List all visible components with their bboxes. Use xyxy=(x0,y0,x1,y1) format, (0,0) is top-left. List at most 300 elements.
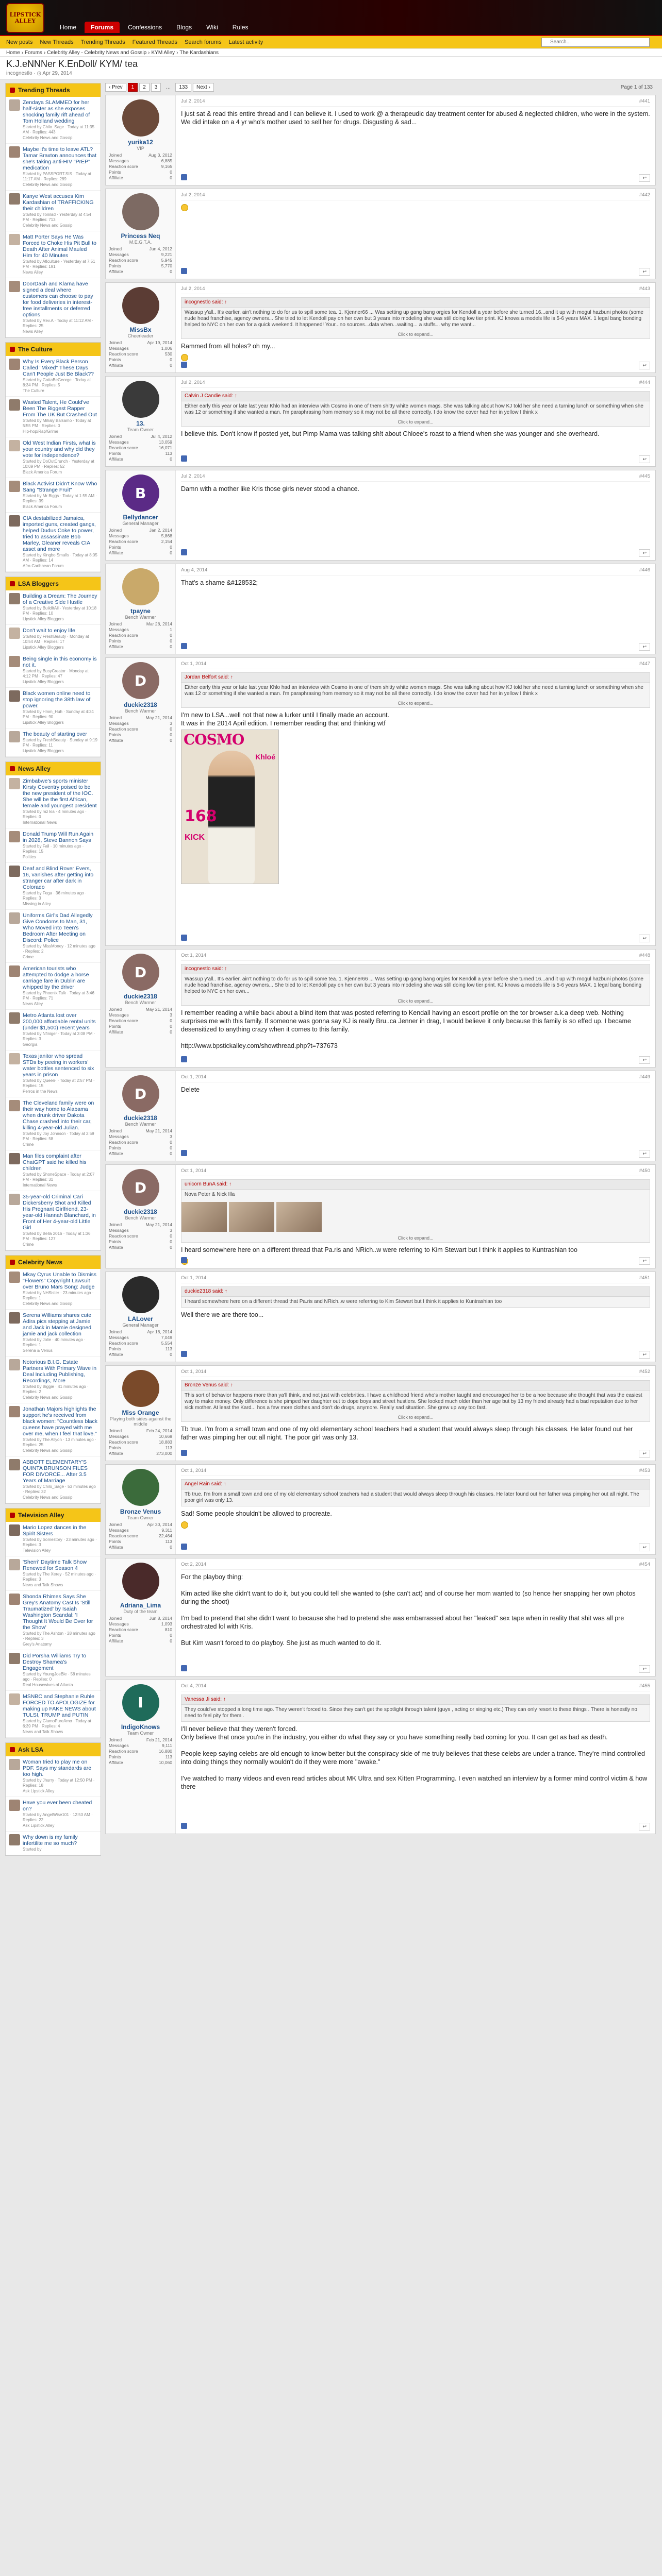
user-stat-label: Points xyxy=(109,1024,121,1029)
user-stat-label: Joined xyxy=(109,1329,122,1334)
sidebar-thread-forum[interactable]: International News xyxy=(23,1183,57,1188)
quote-author[interactable]: Jordan Belfort said: ↑ xyxy=(181,673,650,683)
page-2-button[interactable]: 2 xyxy=(139,83,150,92)
sidebar-thread-forum[interactable]: Ask Lipstick Alley xyxy=(23,1823,55,1828)
click-to-expand-link[interactable]: Click to expand... xyxy=(398,419,434,425)
post-number[interactable]: #441 xyxy=(639,98,650,104)
sidebar-thread-title[interactable]: Uniforms Girl's Dad Allegedly Give Condoms to Man, 31, Who Moved into Teen's Bedroom After Meeting on Discord: Police xyxy=(23,912,93,943)
post-number[interactable]: #453 xyxy=(639,1467,650,1473)
sidebar-thread-item[interactable] xyxy=(6,963,101,1010)
sidebar-thread-item[interactable] xyxy=(6,231,101,278)
sidebar-thread-title[interactable]: Have you ever been cheated on? xyxy=(23,1800,92,1812)
post-date[interactable]: Oct 1, 2014 xyxy=(181,953,207,958)
reply-button[interactable]: ↩ xyxy=(639,1257,650,1265)
like-button[interactable] xyxy=(181,174,189,182)
sidebar-thread-item[interactable] xyxy=(6,1456,101,1503)
avatar[interactable] xyxy=(122,1563,159,1600)
sidebar-thread-forum[interactable]: Afro-Caribbean Forum xyxy=(23,564,64,568)
sidebar-thread-title[interactable]: Serena Williams shares cute Adira pics stepping at Jamie and Jack in Mamie designed jamie and jack collection xyxy=(23,1312,92,1337)
sidebar-thread-forum[interactable]: Black America Forum xyxy=(23,504,62,509)
nav-home[interactable]: Home xyxy=(60,24,77,31)
user-stat-row xyxy=(109,346,172,351)
sidebar-thread-item[interactable] xyxy=(6,910,101,963)
sidebar-heading-text: The Culture xyxy=(18,346,53,353)
avatar[interactable]: D xyxy=(122,954,159,991)
click-to-expand-link[interactable]: Click to expand... xyxy=(398,701,434,706)
search-input[interactable] xyxy=(541,38,650,47)
magazine-cover-image[interactable] xyxy=(181,730,279,884)
page-3-button[interactable]: 3 xyxy=(151,83,161,92)
username[interactable]: Princess Neq xyxy=(121,232,160,240)
sidebar-thread-title[interactable]: Zendaya SLAMMED for her half-sister as she exposes shocking family rift ahead of Tom Holland wedding xyxy=(23,99,90,124)
reply-button[interactable]: ↩ xyxy=(639,643,650,651)
avatar[interactable]: D xyxy=(122,1075,159,1112)
user-stat-label: Messages xyxy=(109,1621,129,1626)
avatar[interactable] xyxy=(122,1469,159,1506)
subnav-new-threads[interactable]: New Threads xyxy=(40,39,74,45)
username[interactable]: 13. xyxy=(136,420,145,427)
like-button[interactable] xyxy=(181,549,189,557)
sidebar-thread-item[interactable] xyxy=(6,437,101,478)
thumbs-up-icon xyxy=(181,1450,187,1456)
sidebar-thread-item[interactable] xyxy=(6,356,101,397)
reply-button[interactable]: ↩ xyxy=(639,455,650,463)
like-button[interactable] xyxy=(181,935,189,942)
post-user-column xyxy=(106,564,176,654)
sidebar-thread-forum[interactable]: News and Talk Shows xyxy=(23,1583,63,1587)
sidebar-thread-item[interactable] xyxy=(6,1591,101,1650)
user-stat-value: 0 xyxy=(170,1018,172,1023)
sidebar-thread-item[interactable] xyxy=(6,1522,101,1556)
sidebar-thread-title[interactable]: The beauty of starting over xyxy=(23,731,87,737)
reply-button[interactable]: ↩ xyxy=(639,935,650,942)
post-date[interactable]: Oct 1, 2014 xyxy=(181,1275,207,1281)
user-stat-row xyxy=(109,1633,172,1638)
sidebar-thread-item[interactable] xyxy=(6,478,101,513)
sidebar-thread-forum[interactable]: Ask Lipstick Alley xyxy=(23,1789,55,1793)
sidebar-block xyxy=(5,1255,101,1504)
like-button[interactable] xyxy=(181,1257,189,1265)
user-stat-row xyxy=(109,627,172,633)
sidebar-thread-title[interactable]: Mkay Cyrus Unable to Dismiss "Flowers" Copyright Lawsuit over Bruno Mars Song: Judge xyxy=(23,1272,96,1290)
click-to-expand-link[interactable]: Click to expand... xyxy=(398,998,434,1004)
sidebar-heading-text: LSA Bloggers xyxy=(18,580,59,587)
sidebar-thread-forum[interactable]: Celebrity News and Gossip xyxy=(23,1395,73,1400)
post-number[interactable]: #445 xyxy=(639,473,650,479)
sidebar-thread-item[interactable] xyxy=(6,1832,101,1855)
like-button[interactable] xyxy=(181,268,189,276)
quote-image[interactable] xyxy=(276,1202,322,1232)
sidebar-thread-item[interactable] xyxy=(6,1310,101,1357)
breadcrumb-link[interactable]: KYM Alley xyxy=(151,50,175,56)
reply-button[interactable]: ↩ xyxy=(639,1056,650,1064)
sidebar-thread-forum[interactable]: Politics xyxy=(23,855,36,859)
sidebar-thread-forum[interactable]: Crime xyxy=(23,1242,34,1247)
reply-button[interactable]: ↩ xyxy=(639,268,650,276)
sidebar-thread-forum[interactable]: Celebrity News and Gossip xyxy=(23,1448,73,1453)
sidebar-thread-forum[interactable]: International News xyxy=(23,820,57,825)
sidebar-thread-title[interactable]: Donald Trump Will Run Again in 2028, Steve Bannon Says xyxy=(23,831,94,843)
sidebar-thread-forum[interactable]: Celebrity News and Gossip xyxy=(23,223,73,228)
sidebar-thread-title[interactable]: Black Activist Didn't Know Who Sang "Strange Fruit" xyxy=(23,481,97,493)
username[interactable]: Miss Orange xyxy=(122,1409,159,1416)
username[interactable]: IndigoKnows xyxy=(121,1723,160,1731)
sidebar-thread-title[interactable]: American tourists who attempted to dodge a horse carriage fare in Dublin are whipped by the driver xyxy=(23,965,89,990)
sidebar-thread-forum[interactable]: Black America Forum xyxy=(23,470,62,474)
quote-image[interactable] xyxy=(181,1202,227,1232)
username[interactable]: duckie2318 xyxy=(124,1114,157,1122)
like-button[interactable] xyxy=(181,362,189,369)
post-date[interactable]: Jul 2, 2014 xyxy=(181,98,205,104)
last-page-button[interactable]: 133 xyxy=(175,83,191,92)
sidebar-thread-item[interactable] xyxy=(6,97,101,144)
click-to-expand-link[interactable]: Click to expand... xyxy=(398,1235,434,1241)
user-stat-value: 9,111 xyxy=(161,1742,172,1748)
avatar[interactable]: I xyxy=(122,1684,159,1721)
sidebar-thread-item[interactable] xyxy=(6,278,101,337)
sidebar-thread-title[interactable]: CIA destabilized Jamaica, imported guns, created gangs, helped Dudus Coke to power, tried to assassinate Bob Marley, Gleaner reveals CIA asset and more xyxy=(23,515,96,552)
sidebar-thread-forum[interactable]: News Alley xyxy=(23,329,43,334)
nav-wiki[interactable]: Wiki xyxy=(206,24,218,31)
username[interactable]: tpayne xyxy=(130,607,151,615)
sidebar-thread-item[interactable] xyxy=(6,1403,101,1456)
sidebar-thread-title[interactable]: Texas janitor who spread STDs by peeing in workers' water bottles sentenced to six years in prison xyxy=(23,1053,94,1078)
sidebar-thread-title[interactable]: Woman tried to play me on PDF. Says my standards are too high. xyxy=(23,1759,92,1777)
user-stat-value: Feb 21, 2014 xyxy=(146,1737,172,1742)
sidebar-thread-title[interactable]: Did Porsha Williams Try to Destroy Shamea's Engagement xyxy=(23,1653,87,1671)
post-date[interactable]: Oct 1, 2014 xyxy=(181,1168,207,1174)
avatar[interactable] xyxy=(122,1276,159,1313)
sidebar-thread-title[interactable]: Deaf and Blind Rover Evers, 16, vanishes after getting into stranger car after dark in Colorado xyxy=(23,866,94,890)
reply-button[interactable]: ↩ xyxy=(639,1150,650,1158)
user-title: Bench Warmer xyxy=(125,1122,156,1127)
post-date[interactable]: Jul 2, 2014 xyxy=(181,286,205,292)
sidebar-thread-title[interactable]: 'Sherri' Daytime Talk Show Renewed for Season 4 xyxy=(23,1559,87,1571)
post-number[interactable]: #455 xyxy=(639,1683,650,1689)
sidebar-thread-title[interactable]: Why Is Every Black Person Called "Mixed" These Days Can't People Just Be Black?? xyxy=(23,359,94,377)
like-button[interactable] xyxy=(181,1351,189,1359)
next-page-button[interactable]: Next › xyxy=(193,83,214,92)
sidebar-thread-item[interactable] xyxy=(6,1556,101,1591)
sidebar-thread-item[interactable] xyxy=(6,1150,101,1191)
like-button[interactable] xyxy=(181,1544,189,1551)
sidebar-thread-forum[interactable]: Television Alley xyxy=(23,1548,51,1553)
post-date[interactable]: Oct 1, 2014 xyxy=(181,1074,207,1080)
sidebar-thread-item[interactable] xyxy=(6,1357,101,1403)
sidebar-thread-title[interactable]: The Cleveland family were on their way home to Alabama when drunk driver Dakota Chase crashed into their car, killing 4-year-old Julian. xyxy=(23,1100,94,1131)
sidebar-thread-item[interactable] xyxy=(6,828,101,863)
like-button[interactable] xyxy=(181,1150,189,1158)
thread-thumbnail xyxy=(9,359,20,370)
username[interactable]: duckie2318 xyxy=(124,701,157,708)
sidebar-thread-title[interactable]: Old West Indian Firsts, what is your country and why did they vote for independence? xyxy=(23,440,96,459)
reply-button[interactable]: ↩ xyxy=(639,1823,650,1831)
sidebar-thread-item[interactable] xyxy=(6,397,101,437)
sidebar-thread-forum[interactable]: Celebrity News and Gossip xyxy=(23,1301,73,1306)
sidebar-thread-meta: Started by mz kia · 4 minutes ago · Replies: 0 xyxy=(23,809,87,819)
user-stat-value: 810 xyxy=(164,1626,172,1632)
sidebar-thread-title[interactable]: Kanye West accuses Kim Kardashian of TRAFFICKING their children xyxy=(23,193,94,212)
sidebar-thread-item[interactable] xyxy=(6,1097,101,1150)
post-number[interactable]: #443 xyxy=(639,286,650,292)
breadcrumb-link[interactable]: Home xyxy=(6,50,20,56)
sidebar-thread-forum[interactable]: Celebrity News and Gossip xyxy=(23,135,73,140)
sidebar-thread-title[interactable]: Building a Dream: The Journey of a Creative Side Hustle xyxy=(23,593,97,605)
user-title: Bench Warmer xyxy=(125,708,156,714)
sidebar-thread-item[interactable] xyxy=(6,144,101,191)
username[interactable]: Bellydancer xyxy=(123,514,158,521)
avatar[interactable] xyxy=(122,1370,159,1407)
sidebar-thread-forum[interactable]: Lipstick Alley Bloggers xyxy=(23,617,64,621)
post-date[interactable]: Oct 4, 2014 xyxy=(181,1683,207,1689)
reply-button[interactable]: ↩ xyxy=(639,1544,650,1551)
sidebar-thread-forum[interactable]: Real Housewives of Atlanta xyxy=(23,1683,73,1687)
sidebar-thread-title[interactable]: Maybe it's time to leave ATL? Tamar Braxton announces that she's taking anti-HIV "PrEP" medication xyxy=(23,146,97,171)
breadcrumb-link[interactable]: Celebrity Alley - Celebrity News and Gossip xyxy=(47,50,147,56)
forum-post xyxy=(105,470,656,561)
click-to-expand-link[interactable]: Click to expand... xyxy=(398,332,434,337)
sidebar-thread-item[interactable] xyxy=(6,863,101,910)
sidebar-thread-forum[interactable]: Georgia xyxy=(23,1042,38,1047)
quote-block xyxy=(181,1479,650,1506)
user-stat-row xyxy=(109,1029,172,1035)
user-stat-label: Affiliate xyxy=(109,1245,123,1250)
post-number[interactable]: #448 xyxy=(639,953,650,958)
avatar[interactable] xyxy=(122,568,159,605)
sidebar-thread-item[interactable] xyxy=(6,728,101,757)
list-icon xyxy=(10,766,15,771)
user-stat-row xyxy=(109,439,172,445)
list-icon xyxy=(10,581,15,586)
user-stat-row xyxy=(109,533,172,539)
sidebar-thread-forum[interactable]: Crime xyxy=(23,955,34,959)
sidebar-thread-title[interactable]: Jonathan Majors highlights the support he's received from black women: "Countless black queens have prayed with me over me, when I feel that love." xyxy=(23,1406,97,1437)
quote-image[interactable] xyxy=(229,1202,274,1232)
user-stat-row xyxy=(109,550,172,556)
sidebar-thread-item[interactable] xyxy=(6,1650,101,1691)
thread-title: K.J.eNNNer K.EnDoll/ KYM/ tea xyxy=(6,59,138,69)
reply-button[interactable]: ↩ xyxy=(639,1450,650,1458)
like-button[interactable] xyxy=(181,643,189,651)
post-number[interactable]: #444 xyxy=(639,380,650,385)
sidebar-thread-item[interactable] xyxy=(6,1691,101,1738)
sidebar-thread-title[interactable]: Shonda Rhimes Says She Grey's Anatomy Cast Is 'Still Traumatized' by Isaiah Washington Scandal: 'I Thought It Would Be Over for the Show' xyxy=(23,1594,93,1631)
sidebar-thread-title[interactable]: Notorious B.I.G. Estate Partners With Primary Wave in Deal Including Publishing, Recordings, More xyxy=(23,1359,97,1384)
sidebar-thread-title[interactable]: 35-year-old Criminal Cari Dickersberry Shot and Killed His Pregnant Girlfriend, 23-year-old Hannah Blanchard, in Front of Her 4-year-old Little Girl xyxy=(23,1194,96,1231)
post-number[interactable]: #449 xyxy=(639,1074,650,1080)
sidebar-thread-forum[interactable]: Lipstick Alley Bloggers xyxy=(23,645,64,650)
site-logo[interactable] xyxy=(6,3,44,33)
sidebar-thread-title[interactable]: Metro Atlanta lost over 200,000 affordable rental units (under $1,500) recent years xyxy=(23,1012,96,1031)
sidebar-thread-forum[interactable]: Hip-hop/Rap/Grime xyxy=(23,429,58,434)
sidebar-thread-forum[interactable]: Lipstick Alley Bloggers xyxy=(23,680,64,684)
breadcrumb-link[interactable]: Forums xyxy=(25,50,42,56)
post-number[interactable]: #450 xyxy=(639,1168,650,1174)
like-button[interactable] xyxy=(181,1450,189,1458)
nav-confessions[interactable]: Confessions xyxy=(128,24,162,31)
quote-author[interactable]: Angel Rain said: ↑ xyxy=(181,1480,650,1489)
sidebar-thread-item[interactable] xyxy=(6,1756,101,1797)
sidebar-thread-forum[interactable]: Celebrity News and Gossip xyxy=(23,182,73,187)
post-date[interactable]: Jul 2, 2014 xyxy=(181,473,205,479)
sidebar-thread-forum[interactable]: Serena & Venus xyxy=(23,1348,53,1353)
avatar[interactable]: D xyxy=(122,1169,159,1206)
sidebar-thread-item[interactable] xyxy=(6,1269,101,1310)
user-stat-value: 3 xyxy=(170,1134,172,1139)
sidebar-thread-title[interactable]: Wasted Talent, He Could've Been The Biggest Rapper From The UK But Crashed Out xyxy=(23,399,97,418)
sidebar-thread-forum[interactable]: Crime xyxy=(23,1142,34,1147)
avatar[interactable]: D xyxy=(122,662,159,699)
sidebar-thread-item[interactable] xyxy=(6,625,101,653)
post-date[interactable]: Jul 2, 2014 xyxy=(181,192,205,198)
like-button[interactable] xyxy=(181,455,189,463)
username[interactable]: Bronze Venus xyxy=(120,1507,161,1515)
sidebar-thread-forum[interactable]: Lipstick Alley Bloggers xyxy=(23,720,64,725)
sidebar-thread-text xyxy=(23,628,97,650)
sidebar-thread-forum[interactable]: Lipstick Alley Bloggers xyxy=(23,749,64,753)
avatar[interactable] xyxy=(122,287,159,324)
thread-thumbnail xyxy=(9,628,20,639)
sidebar-thread-item[interactable] xyxy=(6,1191,101,1250)
sidebar-thread-meta: Started by PASSPORT.SIS · Today at 11:17 AM · Replies: 289 xyxy=(23,172,91,181)
like-button[interactable] xyxy=(181,1823,189,1831)
reply-button[interactable]: ↩ xyxy=(639,362,650,369)
sidebar-thread-text xyxy=(23,1272,97,1307)
post-number[interactable]: #447 xyxy=(639,661,650,667)
like-button[interactable] xyxy=(181,1056,189,1064)
sidebar-thread-item[interactable] xyxy=(6,688,101,728)
post-date[interactable]: Oct 2, 2014 xyxy=(181,1561,207,1567)
sidebar-thread-forum[interactable]: Perros in the News xyxy=(23,1089,58,1094)
sidebar-thread-item[interactable] xyxy=(6,1010,101,1050)
sidebar-thread-item[interactable] xyxy=(6,191,101,231)
avatar[interactable] xyxy=(122,99,159,137)
sidebar-thread-item[interactable] xyxy=(6,653,101,688)
click-to-expand-link[interactable]: Click to expand... xyxy=(398,1414,434,1420)
sidebar-thread-meta: Started by Fall · 10 minutes ago · Replies: 15 xyxy=(23,844,84,854)
sidebar-thread-item[interactable] xyxy=(6,513,101,572)
sidebar-thread-forum[interactable]: The Culture xyxy=(23,388,44,393)
post-number[interactable]: #446 xyxy=(639,567,650,573)
sidebar-thread-title[interactable]: Being single in this economy is not it. xyxy=(23,656,97,668)
username[interactable]: duckie2318 xyxy=(124,993,157,1000)
sidebar-thread-title[interactable]: Zimbabwe's sports minister Kirsty Coventry poised to be the new president of the IOC. She will be the first African, female and youngest president xyxy=(23,778,97,809)
post-header xyxy=(181,953,650,961)
thread-thumbnail xyxy=(9,1594,20,1605)
sidebar-thread-forum[interactable]: Celebrity News and Gossip xyxy=(23,1495,73,1500)
sidebar-thread-meta: Started by NHSister · 23 minutes ago · Replies: 1 xyxy=(23,1291,94,1300)
quote-block xyxy=(181,1694,650,1722)
sidebar-thread-forum[interactable]: Grey's Anatomy xyxy=(23,1642,52,1647)
user-stat-label: Affiliate xyxy=(109,1759,123,1765)
avatar[interactable]: B xyxy=(122,474,159,512)
sidebar-thread-title[interactable]: Black women online need to stop ignoring the 38th law of power. xyxy=(23,690,91,709)
avatar[interactable] xyxy=(122,193,159,230)
user-stat-value: 6,885 xyxy=(161,158,172,163)
reply-button[interactable]: ↩ xyxy=(639,549,650,557)
thumbs-up-icon xyxy=(181,268,187,274)
sidebar-thread-title[interactable]: Matt Porter Says He Was Forced to Choke His Pit Bull to Death After Animal Mauled Him for 40 Minutes xyxy=(23,234,96,259)
like-button[interactable] xyxy=(181,1665,189,1673)
quote-author[interactable]: Calvin J Candie said: ↑ xyxy=(181,392,650,401)
sidebar-thread-forum[interactable]: News Alley xyxy=(23,270,43,275)
user-stat-row xyxy=(109,170,172,175)
post-user-column xyxy=(106,1165,176,1268)
post-number[interactable]: #442 xyxy=(639,192,650,198)
sidebar-thread-title[interactable]: Don't wait to enjoy life xyxy=(23,628,75,634)
subnav-new-posts[interactable]: New posts xyxy=(6,39,33,45)
sidebar-thread-forum[interactable]: News Alley xyxy=(23,1002,43,1006)
sidebar-thread-forum[interactable]: Missing in Alley xyxy=(23,902,51,906)
post-date[interactable]: Oct 1, 2014 xyxy=(181,661,207,667)
quote-author[interactable]: incognestlo said: ↑ xyxy=(181,298,650,308)
username[interactable]: LALover xyxy=(128,1315,153,1323)
user-stat-row xyxy=(109,175,172,181)
quote-author[interactable]: incognestlo said: ↑ xyxy=(181,964,650,974)
avatar[interactable] xyxy=(122,381,159,418)
sidebar-block-heading xyxy=(6,1743,101,1756)
user-stat-row xyxy=(109,1018,172,1024)
subnav-featured-threads[interactable]: Featured Threads xyxy=(132,39,178,45)
username[interactable]: yurika12 xyxy=(128,139,153,146)
thread-thumbnail xyxy=(9,690,20,702)
username[interactable]: duckie2318 xyxy=(124,1208,157,1215)
sidebar-thread-item[interactable] xyxy=(6,775,101,828)
page-1-button[interactable]: 1 xyxy=(128,83,138,92)
post-number[interactable]: #452 xyxy=(639,1368,650,1375)
username[interactable]: Adriana_Lima xyxy=(120,1601,161,1609)
breadcrumb-link[interactable]: The Kardashians xyxy=(179,50,219,56)
quote-author[interactable]: Vanessa Ji said: ↑ xyxy=(181,1695,650,1705)
sidebar-thread-item[interactable] xyxy=(6,1050,101,1097)
post-date[interactable]: Jul 2, 2014 xyxy=(181,380,205,385)
nav-blogs[interactable]: Blogs xyxy=(176,24,192,31)
thumbs-up-icon xyxy=(181,1665,187,1671)
quote-author[interactable]: Bronze Venus said: ↑ xyxy=(181,1381,650,1391)
sidebar-thread-title[interactable]: DoorDash and Klarna have signed a deal where customers can choose to pay for food deliveries in interest-free installments or deferred options xyxy=(23,281,93,318)
user-stat-value: Apr 30, 2014 xyxy=(147,1521,172,1527)
sidebar-thread-item[interactable] xyxy=(6,1797,101,1832)
quote-author[interactable]: duckie2318 said: ↑ xyxy=(181,1287,650,1297)
sidebar-thread-title[interactable]: MSNBC and Stephanie Ruhle FORCED TO APOLOGIZE for making up FAKE NEWS about TULSI, TRUMP and PUTIN xyxy=(23,1693,96,1718)
user-stat-row xyxy=(109,258,172,263)
quote-author[interactable]: unicorn BunA said: ↑ xyxy=(181,1180,650,1190)
subnav-search-forums[interactable]: Search forums xyxy=(185,39,222,45)
sidebar-thread-item[interactable] xyxy=(6,590,101,625)
sidebar-thread-forum[interactable]: News and Talk Shows xyxy=(23,1730,63,1734)
post-date[interactable]: Aug 4, 2014 xyxy=(181,567,208,573)
nav-rules[interactable]: Rules xyxy=(232,24,249,31)
thread-thumbnail xyxy=(9,1272,20,1283)
post-date[interactable]: Oct 1, 2014 xyxy=(181,1368,207,1375)
subnav-trending-threads[interactable]: Trending Threads xyxy=(80,39,125,45)
sidebar-thread-title[interactable]: Why down is my family infertilite me so much? xyxy=(23,1834,78,1846)
nav-forums[interactable]: Forums xyxy=(85,22,120,33)
post-number[interactable]: #454 xyxy=(639,1561,650,1567)
post-number[interactable]: #451 xyxy=(639,1275,650,1281)
reply-button[interactable]: ↩ xyxy=(639,1665,650,1673)
user-stats xyxy=(109,246,172,275)
username[interactable]: MissBx xyxy=(129,326,152,333)
reply-button[interactable]: ↩ xyxy=(639,1351,650,1359)
sidebar-thread-title[interactable]: ABBOTT ELEMENTARY'S QUINTA BRUNSON FILES FOR DIVORCE... After 3.5 Years of Marriage xyxy=(23,1459,88,1484)
prev-page-button[interactable]: ‹ Prev xyxy=(105,83,126,92)
subnav-latest-activity[interactable]: Latest activity xyxy=(228,39,263,45)
reply-button[interactable]: ↩ xyxy=(639,174,650,182)
sidebar-thread-title[interactable]: Man files complaint after ChatGPT said he killed his children xyxy=(23,1153,87,1172)
sidebar-thread-title[interactable]: Mario Lopez dances in the Spirit Sisters xyxy=(23,1524,87,1537)
post-date[interactable]: Oct 1, 2014 xyxy=(181,1467,207,1473)
